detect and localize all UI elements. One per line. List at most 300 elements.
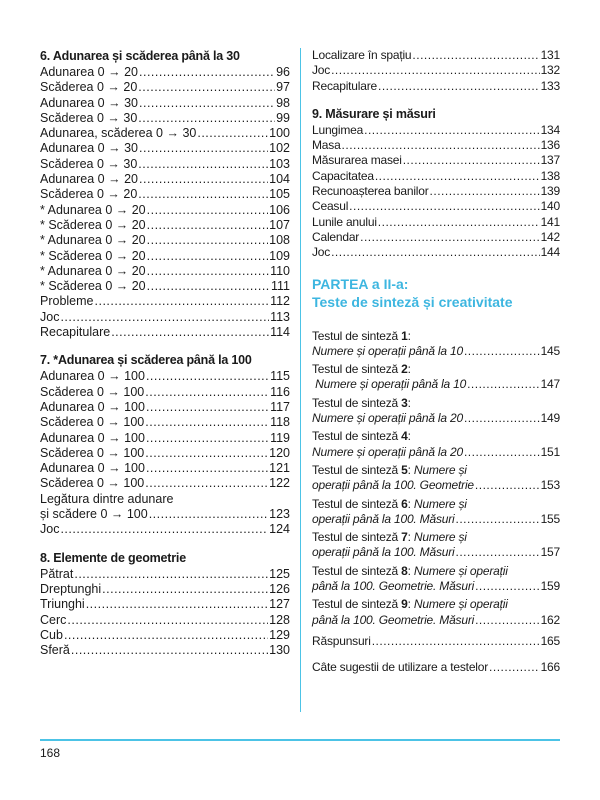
entry-page: 126 xyxy=(269,581,290,596)
test-entry-line2 xyxy=(312,579,560,594)
entry-title: Ceasul xyxy=(312,199,349,214)
dot-leader xyxy=(489,660,540,675)
dot-leader xyxy=(146,369,269,384)
dot-leader xyxy=(139,96,275,111)
test-entry-line1 xyxy=(312,362,560,377)
test-entry-line2 xyxy=(312,478,560,493)
entry-title: Cub xyxy=(40,627,63,642)
toc-entry[interactable] xyxy=(40,218,290,233)
entry-page: 109 xyxy=(269,248,290,263)
dot-leader xyxy=(360,230,539,245)
entry-title: și scădere 0 → 100 xyxy=(40,507,148,522)
toc-entry[interactable] xyxy=(40,310,290,325)
entry-page: 114 xyxy=(270,325,290,340)
toc-entry[interactable] xyxy=(40,567,290,582)
entry-list xyxy=(40,369,290,491)
entry-page: 108 xyxy=(269,233,290,248)
entry-title: Recunoașterea banilor xyxy=(312,184,429,199)
dot-leader xyxy=(102,582,268,597)
toc-entry[interactable] xyxy=(40,522,290,537)
test-number: 7 xyxy=(401,530,408,545)
test-number: 1 xyxy=(401,328,408,343)
test-entry[interactable] xyxy=(312,564,560,595)
test-entry[interactable] xyxy=(312,497,560,528)
test-entry-line2 xyxy=(312,411,560,426)
section-title: 9. Măsurare și măsuri xyxy=(312,106,436,121)
entry-page: 106 xyxy=(269,202,290,217)
toc-entry[interactable] xyxy=(40,294,290,309)
test-topic-start: Numere și operații xyxy=(413,563,508,578)
entry-title: * Scăderea 0 → 20 xyxy=(40,279,146,294)
toc-entry[interactable] xyxy=(40,233,290,248)
test-colon: : xyxy=(407,328,411,343)
dot-leader xyxy=(146,461,268,476)
toc-entry[interactable] xyxy=(40,628,290,643)
toc-entry[interactable] xyxy=(40,141,290,156)
test-topic-start: Numere și xyxy=(413,530,467,545)
toc-entry[interactable] xyxy=(40,126,290,141)
left-column xyxy=(40,48,290,670)
toc-entry[interactable] xyxy=(312,138,560,153)
entry-page: 96 xyxy=(276,65,290,79)
dot-leader xyxy=(378,79,540,94)
dot-leader xyxy=(147,233,269,248)
entry-page: 134 xyxy=(540,122,560,137)
test-label: Testul de sinteză xyxy=(312,563,402,578)
dot-leader xyxy=(475,478,540,493)
dot-leader xyxy=(145,476,268,491)
test-label: Testul de sinteză xyxy=(312,496,402,511)
entry-title: Scăderea 0 → 30 xyxy=(40,156,138,171)
test-entry-line1 xyxy=(312,497,560,512)
entry-page: 162 xyxy=(540,612,560,627)
toc-entry[interactable] xyxy=(40,415,290,430)
entry-page: 149 xyxy=(540,411,560,426)
entry-page: 118 xyxy=(270,415,290,430)
part-title: PARTEA a II-a: xyxy=(312,275,409,292)
entry-list xyxy=(40,522,290,537)
entry-page: 132 xyxy=(540,63,560,78)
test-topic: Numere și operații până la 20 xyxy=(312,444,463,459)
entry-page: 113 xyxy=(270,309,290,324)
test-label: Testul de sinteză xyxy=(312,429,402,444)
section-6 xyxy=(40,48,290,340)
entry-title: Joc xyxy=(312,63,331,78)
entry-page: 120 xyxy=(269,445,290,460)
entry-page: 127 xyxy=(269,597,290,612)
part-subtitle: Teste de sinteză și creativitate xyxy=(312,293,513,310)
dot-leader xyxy=(403,153,540,168)
test-entry-line1 xyxy=(312,429,560,444)
entry-page: 159 xyxy=(540,579,560,594)
dot-leader xyxy=(145,385,269,400)
entry-page: 128 xyxy=(269,612,290,627)
toc-entry[interactable] xyxy=(312,79,560,94)
dot-leader xyxy=(60,522,268,537)
entry-list xyxy=(312,48,560,94)
entry-page: 145 xyxy=(540,343,560,358)
test-entry-line2 xyxy=(312,613,560,628)
entry-page: 139 xyxy=(540,184,560,199)
test-topic: operații până la 100. Măsuri xyxy=(312,511,455,526)
entry-title: Pătrat xyxy=(40,566,74,581)
test-label: Testul de sinteză xyxy=(312,530,402,545)
test-entry-line1 xyxy=(312,530,560,545)
entry-page: 141 xyxy=(540,214,560,229)
entry-title: Capacitatea xyxy=(312,168,374,183)
entry-title: Adunarea 0 → 30 xyxy=(40,141,138,156)
test-number: 2 xyxy=(401,362,408,377)
entry-list xyxy=(40,567,290,659)
entry-title: Lunile anului xyxy=(312,214,377,229)
entry-page: 131 xyxy=(540,48,560,62)
column-divider xyxy=(300,48,301,712)
test-colon: : xyxy=(407,530,414,545)
toc-entry[interactable] xyxy=(40,582,290,597)
toc-entry[interactable] xyxy=(312,169,560,184)
toc-entry[interactable] xyxy=(40,369,290,384)
test-colon: : xyxy=(407,429,411,444)
toc-entry[interactable] xyxy=(40,461,290,476)
dot-leader xyxy=(147,218,269,233)
test-number: 8 xyxy=(401,563,408,578)
dot-leader xyxy=(331,63,540,78)
entry-page: 122 xyxy=(269,476,290,491)
test-label: Testul de sinteză xyxy=(312,462,402,477)
entry-page: 124 xyxy=(269,522,290,537)
test-entry-line1 xyxy=(312,396,560,411)
dot-leader xyxy=(146,431,269,446)
section-9 xyxy=(312,106,560,261)
dot-leader xyxy=(111,325,269,340)
entry-title: * Adunarea 0 → 20 xyxy=(40,233,146,248)
entry-page: 102 xyxy=(269,141,290,156)
entry-title: Scăderea 0 → 100 xyxy=(40,415,145,430)
toc-entry[interactable] xyxy=(40,203,290,218)
toc-entry[interactable] xyxy=(312,215,560,230)
entry-title: * Scăderea 0 → 20 xyxy=(40,217,146,232)
entry-page: 136 xyxy=(540,138,560,153)
entry-page: 112 xyxy=(270,294,290,309)
toc-entry[interactable] xyxy=(40,431,290,446)
dot-leader xyxy=(464,411,540,426)
dot-leader xyxy=(139,172,268,187)
entry-title: Joc xyxy=(312,245,331,260)
entry-page: 103 xyxy=(269,156,290,171)
entry-title: Calendar xyxy=(312,229,360,244)
entry-title: Joc xyxy=(40,522,60,537)
test-topic: operații până la 100. Măsuri xyxy=(312,545,455,560)
entry-page: 147 xyxy=(540,377,560,392)
toc-entry[interactable] xyxy=(40,400,290,415)
entry-title: Adunarea 0 → 100 xyxy=(40,369,145,384)
entry-title: Sferă xyxy=(40,643,70,658)
test-number: 6 xyxy=(401,496,408,511)
toc-entry[interactable] xyxy=(40,279,290,294)
dot-leader xyxy=(147,249,269,264)
toc-entry[interactable] xyxy=(40,249,290,264)
toc-entry[interactable] xyxy=(312,153,560,168)
entry-page: 123 xyxy=(269,507,290,522)
toc-entry[interactable] xyxy=(312,123,560,138)
entry-page: 107 xyxy=(269,217,290,232)
test-entry-line2 xyxy=(312,512,560,527)
entry-title: Adunarea 0 → 100 xyxy=(40,399,145,414)
section-title: 8. Elemente de geometrie xyxy=(40,550,186,565)
test-topic: Numere și operații până la 10 xyxy=(312,377,467,392)
test-entry[interactable] xyxy=(312,530,560,561)
entry-title: Scăderea 0 → 100 xyxy=(40,445,145,460)
entry-page: 105 xyxy=(269,187,290,202)
test-entry-line2 xyxy=(312,445,560,460)
dot-leader xyxy=(71,643,268,658)
entry-page: 104 xyxy=(269,172,290,187)
test-colon: : xyxy=(407,362,411,377)
test-topic: Numere și operații până la 10 xyxy=(312,343,463,358)
toc-entry[interactable] xyxy=(40,385,290,400)
entry-title: * Scăderea 0 → 20 xyxy=(40,248,146,263)
entry-title: Scăderea 0 → 20 xyxy=(40,187,138,202)
entry-page: 155 xyxy=(540,511,560,526)
test-entry[interactable] xyxy=(312,329,560,360)
dot-leader xyxy=(147,203,269,218)
page-number: 168 xyxy=(40,746,61,760)
entry-title: Masa xyxy=(312,138,341,153)
entry-page: 117 xyxy=(270,399,290,414)
toc-entry[interactable] xyxy=(40,613,290,628)
toc-entry[interactable] xyxy=(312,63,560,78)
entry-page: 98 xyxy=(276,95,290,110)
entry-title: Dreptunghi xyxy=(40,581,102,596)
dot-leader xyxy=(147,279,270,294)
entry-title: * Adunarea 0 → 20 xyxy=(40,202,146,217)
dot-leader xyxy=(149,507,268,522)
test-number: 4 xyxy=(401,429,408,444)
toc-entry[interactable] xyxy=(40,507,290,522)
dot-leader xyxy=(138,157,268,172)
test-number: 9 xyxy=(401,597,408,612)
dot-leader xyxy=(67,613,268,628)
test-entry[interactable] xyxy=(312,362,560,393)
toc-entry-suggestions[interactable] xyxy=(312,660,560,675)
entry-title: Localizare în spațiu xyxy=(312,48,412,62)
test-entry-line1 xyxy=(312,329,560,344)
test-colon: : xyxy=(407,395,411,410)
entry-page: 142 xyxy=(540,229,560,244)
entry-page: 100 xyxy=(269,126,290,141)
toc-entry[interactable] xyxy=(40,111,290,126)
test-topic-start: Numere și operații xyxy=(413,597,508,612)
entry-page: 111 xyxy=(270,279,290,294)
entry-title: Scăderea 0 → 20 xyxy=(40,80,138,95)
toc-entry[interactable] xyxy=(40,172,290,187)
toc-entry[interactable] xyxy=(40,157,290,172)
entry-title: Câte sugestii de utilizare a testelor xyxy=(312,660,489,675)
entry-page: 129 xyxy=(269,627,290,642)
entry-title: Adunarea, scăderea 0 → 30 xyxy=(40,126,197,141)
dot-leader xyxy=(138,187,268,202)
entry-title: Adunarea 0 → 100 xyxy=(40,430,145,445)
toc-entry[interactable] xyxy=(312,48,560,63)
section-title: 6. Adunarea și scăderea până la 30 xyxy=(40,49,240,63)
entry-list xyxy=(312,123,560,261)
dot-leader xyxy=(412,48,539,63)
toc-entry[interactable] xyxy=(40,446,290,461)
entry-title: Scăderea 0 → 30 xyxy=(40,110,138,125)
test-topic-start: Numere și xyxy=(413,462,467,477)
test-number: 3 xyxy=(401,395,408,410)
test-entry[interactable] xyxy=(312,463,560,494)
dot-leader xyxy=(349,199,539,214)
footer-rule xyxy=(40,739,560,741)
toc-entry[interactable] xyxy=(40,65,290,80)
dot-leader xyxy=(456,512,540,527)
entry-title: * Adunarea 0 → 20 xyxy=(40,263,146,278)
toc-entry[interactable] xyxy=(312,199,560,214)
dot-leader xyxy=(139,65,275,80)
entry-title: Adunarea 0 → 100 xyxy=(40,461,145,476)
test-label: Testul de sinteză xyxy=(312,362,402,377)
entry-page: 130 xyxy=(269,643,290,658)
test-entry-line1 xyxy=(312,597,560,612)
dot-leader xyxy=(342,138,540,153)
dot-leader xyxy=(86,597,268,612)
dot-leader xyxy=(197,126,268,141)
entry-page: 140 xyxy=(540,199,560,214)
test-colon: : xyxy=(407,597,414,612)
toc-entry[interactable] xyxy=(312,230,560,245)
entry-page: 99 xyxy=(276,110,290,125)
test-entry-line1 xyxy=(312,564,560,579)
entry-title: Recapitulare xyxy=(312,78,377,93)
entry-title: Scăderea 0 → 100 xyxy=(40,384,145,399)
entry-page: 115 xyxy=(270,369,290,384)
entry-page: 165 xyxy=(540,633,560,648)
entry-page: 151 xyxy=(540,444,560,459)
toc-entry[interactable] xyxy=(40,325,290,340)
dot-leader xyxy=(378,215,540,230)
test-entry-line2 xyxy=(312,377,560,392)
dot-leader xyxy=(375,169,540,184)
part-two-heading xyxy=(312,275,560,311)
dot-leader xyxy=(60,310,269,325)
dot-leader xyxy=(146,400,269,415)
entry-page: 110 xyxy=(270,263,290,278)
dot-leader xyxy=(475,613,539,628)
test-topic: până la 100. Geometrie. Măsuri xyxy=(312,579,475,594)
test-label: Testul de sinteză xyxy=(312,395,402,410)
dot-leader xyxy=(145,415,269,430)
toc-entry[interactable] xyxy=(40,80,290,95)
right-column xyxy=(312,48,560,676)
test-colon: : xyxy=(407,563,414,578)
entry-title: Adunarea 0 → 20 xyxy=(40,172,138,187)
test-label: Testul de sinteză xyxy=(312,597,402,612)
toc-entry[interactable] xyxy=(312,184,560,199)
entry-title: Lungimea xyxy=(312,122,364,137)
entry-page: 133 xyxy=(540,78,560,93)
dot-leader xyxy=(64,628,268,643)
test-topic: Numere și operații până la 20 xyxy=(312,411,463,426)
toc-entry[interactable] xyxy=(312,245,560,260)
dot-leader xyxy=(475,579,539,594)
entry-list xyxy=(40,65,290,340)
test-label: Testul de sinteză xyxy=(312,328,402,343)
entry-page: 116 xyxy=(270,384,290,399)
toc-entry[interactable] xyxy=(40,643,290,658)
test-entry[interactable] xyxy=(312,429,560,460)
test-topic-start: Numere și xyxy=(413,496,467,511)
entry-title: Adunarea 0 → 20 xyxy=(40,65,138,79)
tests-list xyxy=(312,329,560,628)
test-colon: : xyxy=(407,462,414,477)
entry-page: 137 xyxy=(540,153,560,168)
dot-leader xyxy=(145,446,268,461)
section-7 xyxy=(40,352,290,537)
dot-leader xyxy=(464,344,540,359)
test-number: 5 xyxy=(401,462,408,477)
entry-title: Recapitulare xyxy=(40,325,111,340)
dot-leader xyxy=(95,294,270,309)
entry-page: 157 xyxy=(540,545,560,560)
entry-title: Joc xyxy=(40,309,60,324)
test-entry-line2 xyxy=(312,545,560,560)
entry-title: Probleme xyxy=(40,294,94,309)
test-colon: : xyxy=(407,496,414,511)
toc-entry-line[interactable]: Legătura dintre adunare xyxy=(40,491,174,506)
entry-page: 97 xyxy=(276,80,290,95)
test-entry-line1 xyxy=(312,463,560,478)
test-entry[interactable] xyxy=(312,597,560,628)
dot-leader xyxy=(139,141,268,156)
dot-leader xyxy=(467,377,539,392)
dot-leader xyxy=(456,545,540,560)
test-topic: până la 100. Geometrie. Măsuri xyxy=(312,612,475,627)
entry-page: 144 xyxy=(540,245,560,260)
toc-entry[interactable] xyxy=(40,264,290,279)
entry-page: 121 xyxy=(269,461,290,476)
dot-leader xyxy=(147,264,269,279)
dot-leader xyxy=(464,445,540,460)
entry-title: Adunarea 0 → 30 xyxy=(40,95,138,110)
section-title: 7. *Adunarea și scăderea până la 100 xyxy=(40,353,252,368)
dot-leader xyxy=(74,567,268,582)
dot-leader xyxy=(331,245,540,260)
toc-entry[interactable] xyxy=(40,187,290,202)
test-topic: operații până la 100. Geometrie xyxy=(312,478,474,493)
entry-title: Cerc xyxy=(40,612,67,627)
section-8 xyxy=(40,550,290,659)
entry-title: Triunghi xyxy=(40,597,85,612)
dot-leader xyxy=(138,111,275,126)
toc-entry[interactable] xyxy=(40,597,290,612)
test-entry[interactable] xyxy=(312,396,560,427)
section-8-continued xyxy=(312,48,560,94)
toc-entry[interactable] xyxy=(40,96,290,111)
dot-leader xyxy=(364,123,539,138)
entry-page: 119 xyxy=(270,430,290,445)
entry-title: Răspunsuri xyxy=(312,633,371,648)
toc-entry[interactable] xyxy=(40,476,290,491)
entry-page: 138 xyxy=(540,168,560,183)
test-entry-line2 xyxy=(312,344,560,359)
dot-leader xyxy=(138,80,275,95)
entry-title: Măsurarea masei xyxy=(312,153,402,168)
dot-leader xyxy=(372,634,540,649)
entry-page: 153 xyxy=(540,478,560,493)
dot-leader xyxy=(430,184,540,199)
toc-entry-answers[interactable] xyxy=(312,634,560,649)
